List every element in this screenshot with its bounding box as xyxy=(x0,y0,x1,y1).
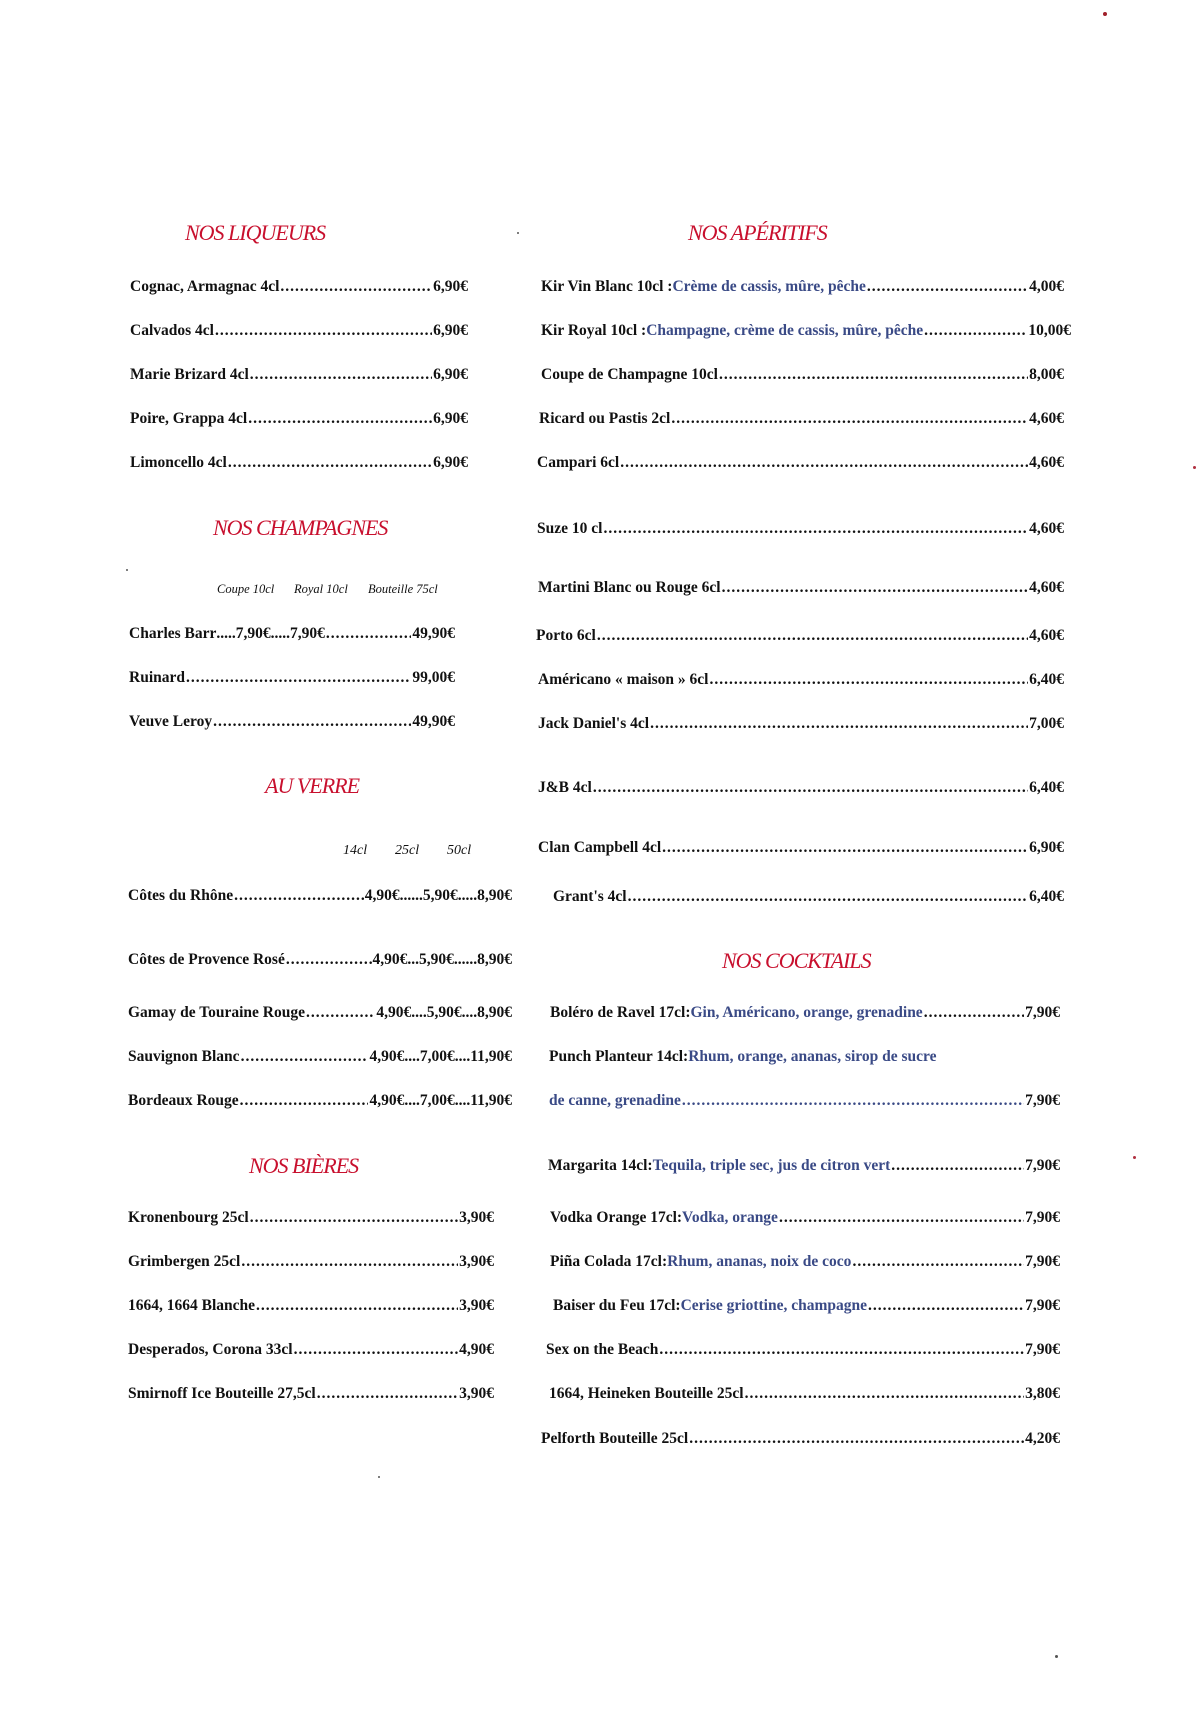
section-title-au-verre: AU VERRE xyxy=(265,773,360,798)
menu-item: Campari 6cl ..... 4,60€ xyxy=(537,454,1064,472)
menu-item: Grimbergen 25cl ..... 3,90€ xyxy=(128,1253,494,1271)
menu-item: Boléro de Ravel 17cl: Gin, Américano, orange, grenadine ..... 7,90€ xyxy=(550,1004,1060,1022)
menu-item: Vodka Orange 17cl: Vodka, orange ..... 7,90€ xyxy=(550,1209,1060,1227)
menu-item: Gamay de Touraine Rouge ..... 4,90€ .... 5,90€ .... 8,90€ xyxy=(128,1004,512,1022)
menu-item: Martini Blanc ou Rouge 6cl ..... 4,60€ xyxy=(538,579,1064,597)
menu-item: Baiser du Feu 17cl: Cerise griottine, champagne ..... 7,90€ xyxy=(553,1297,1060,1315)
menu-item: Kir Royal 10cl : Champagne, crème de cassis, mûre, pêche ..... 10,00€ xyxy=(541,322,1071,340)
menu-item-continued: de canne, grenadine ..... 7,90€ xyxy=(549,1092,1060,1110)
column-header: 50cl xyxy=(447,843,472,858)
scan-speck xyxy=(126,569,128,571)
menu-item: Pelforth Bouteille 25cl ..... 4,20€ xyxy=(541,1430,1060,1448)
section-title-liqueurs: NOS LIQUEURS xyxy=(185,220,326,245)
menu-item: J&B 4cl ..... 6,40€ xyxy=(538,779,1064,797)
menu-item: Kir Vin Blanc 10cl : Crème de cassis, mûre, pêche ..... 4,00€ xyxy=(541,278,1064,296)
menu-item: Marie Brizard 4cl ..... 6,90€ xyxy=(130,366,468,384)
menu-item: Porto 6cl ..... 4,60€ xyxy=(536,627,1064,645)
menu-item: Clan Campbell 4cl ..... 6,90€ xyxy=(538,839,1064,857)
section-title-bieres: NOS BIÈRES xyxy=(249,1153,359,1178)
scan-speck xyxy=(517,232,519,234)
menu-item: Suze 10 cl ..... 4,60€ xyxy=(537,520,1064,538)
menu-item: Desperados, Corona 33cl ..... 4,90€ xyxy=(128,1341,494,1359)
section-title-champagnes: NOS CHAMPAGNES xyxy=(213,515,388,540)
scan-speck xyxy=(1103,12,1107,16)
menu-item: Américano « maison » 6cl ..... 6,40€ xyxy=(538,671,1064,689)
scan-speck xyxy=(378,1476,380,1478)
menu-item: Piña Colada 17cl: Rhum, ananas, noix de coco ..... 7,90€ xyxy=(550,1253,1060,1271)
menu-item: Smirnoff Ice Bouteille 27,5cl ..... 3,90€ xyxy=(128,1385,494,1403)
menu-item: Limoncello 4cl ..... 6,90€ xyxy=(130,454,468,472)
menu-item: Charles Barr ..... 7,90€ ..... 7,90€ ..... 49,90€ xyxy=(129,625,455,643)
scan-speck xyxy=(1055,1655,1058,1658)
scan-speck xyxy=(1133,1156,1136,1159)
menu-item: Jack Daniel's 4cl ..... 7,00€ xyxy=(538,715,1064,733)
menu-item: Kronenbourg 25cl ..... 3,90€ xyxy=(128,1209,494,1227)
menu-item: Sauvignon Blanc ..... 4,90€ .... 7,00€ .... 11,90€ xyxy=(128,1048,512,1066)
menu-item: Ricard ou Pastis 2cl ..... 4,60€ xyxy=(539,410,1064,428)
scan-speck xyxy=(1193,466,1196,469)
column-header: Royal 10cl xyxy=(294,582,348,596)
menu-item: Côtes du Rhône ..... 4,90€ ...... 5,90€ ..... 8,90€ xyxy=(128,887,512,905)
menu-item: Punch Planteur 14cl: Rhum, orange, ananas, sirop de sucre xyxy=(549,1048,937,1065)
menu-item: Sex on the Beach ..... 7,90€ xyxy=(546,1341,1060,1359)
menu-item: Grant's 4cl ..... 6,40€ xyxy=(553,888,1064,906)
section-title-aperitifs: NOS APÉRITIFS xyxy=(688,220,827,245)
menu-item: 1664, 1664 Blanche ..... 3,90€ xyxy=(128,1297,494,1315)
menu-item: Margarita 14cl: Tequila, triple sec, jus de citron vert ..... 7,90€ xyxy=(548,1157,1060,1175)
column-header: Coupe 10cl xyxy=(217,582,275,596)
menu-item: Calvados 4cl ..... 6,90€ xyxy=(130,322,468,340)
menu-item: Côtes de Provence Rosé ..... 4,90€ ... 5,90€ ...... 8,90€ xyxy=(128,951,512,969)
section-title-cocktails: NOS COCKTAILS xyxy=(722,948,871,973)
menu-item: Poire, Grappa 4cl ..... 6,90€ xyxy=(130,410,468,428)
menu-item: Bordeaux Rouge ..... 4,90€ .... 7,00€ .... 11,90€ xyxy=(128,1092,512,1110)
menu-item: Coupe de Champagne 10cl ..... 8,00€ xyxy=(541,366,1064,384)
menu-item: Ruinard ..... 99,00€ xyxy=(129,669,455,687)
column-header: Bouteille 75cl xyxy=(368,582,438,596)
menu-item: Veuve Leroy ..... 49,90€ xyxy=(129,713,455,731)
menu-item: Cognac, Armagnac 4cl ..... 6,90€ xyxy=(130,278,468,296)
column-header: 14cl xyxy=(343,843,368,858)
column-header: 25cl xyxy=(395,843,420,858)
menu-item: 1664, Heineken Bouteille 25cl ..... 3,80€ xyxy=(549,1385,1060,1403)
